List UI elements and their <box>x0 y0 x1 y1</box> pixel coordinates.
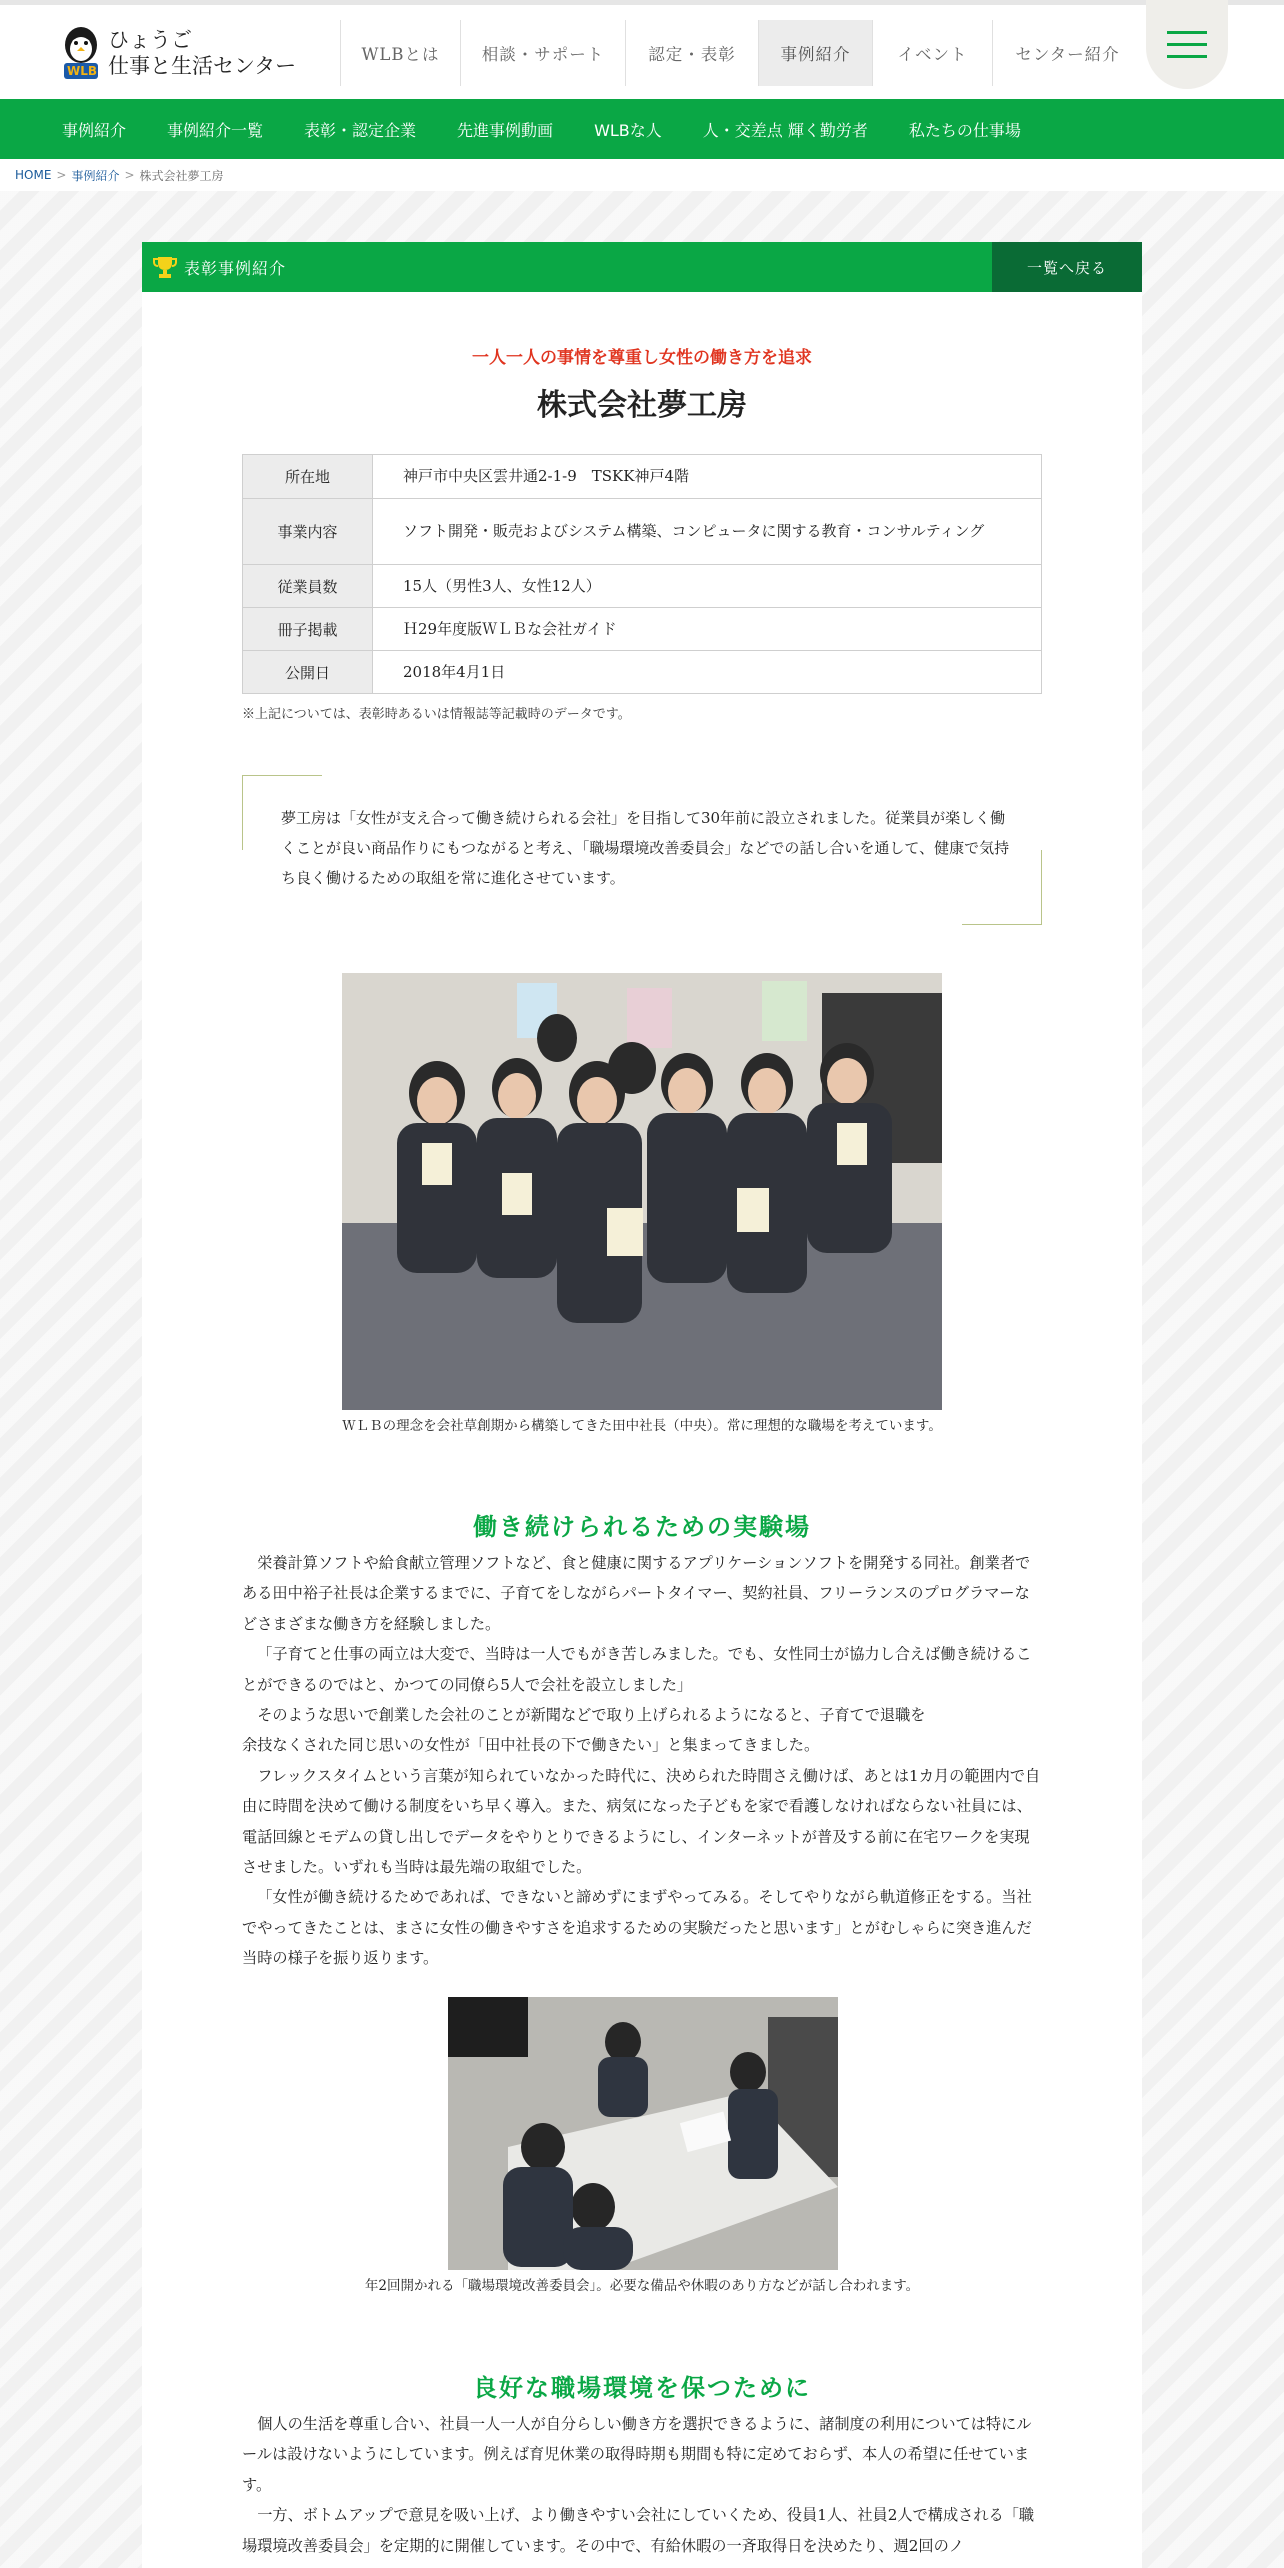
staff-group-photo <box>342 973 942 1410</box>
penguin-logo-icon <box>62 25 100 81</box>
section2-paragraph: 一方、ボトムアップで意見を吸い上げ、より働きやすい会社にしていくため、役員1人、社員2人で構成される「職場環境改善委員会」を定期的に開催しています。その中で、有給休暇の一斉取得日を決めたり、週2回のノ <box>242 2506 1035 2555</box>
logo-title-line2: 仕事と生活センター <box>108 54 297 78</box>
info-booklet: Ｈ29年度版ＷＬＢな会社ガイド <box>373 608 1042 651</box>
gnav-certification[interactable]: 認定・表彰 <box>625 20 758 86</box>
section1-paragraph: 「女性が働き続けるためであれば、できないと諦めずにまずやってみる。そしてやりながら軌道修正をする。当社でやってきたことは、まさに女性の働きやすさを追求するための実験だったと思います」とがむしゃらに突き進んだ当時の様子を振り返ります。 <box>242 1888 1032 1968</box>
section2-paragraph: 個人の生活を尊重し合い、社員一人一人が自分らしい働き方を選択できるように、諸制度の利用については特にルールは設けないようにしています。例えば育児休業の取得時期も期間も特に定めておらず、本人の希望に任せています。 <box>242 2415 1032 2494</box>
section2-title: 良好な職場環境を保つために <box>473 2374 811 2402</box>
table-row <box>243 651 1042 694</box>
section1-title: 働き続けられるための実験場 <box>473 1513 811 1541</box>
gnav-events[interactable]: イベント <box>872 20 992 86</box>
breadcrumb <box>0 159 1284 191</box>
section1-paragraph: 余技なくされた同じ思いの女性が「田中社長の下で働きたい」と集まってきました。 <box>242 1736 820 1755</box>
table-row <box>243 499 1042 565</box>
section2-body <box>242 2409 1042 2561</box>
subnav-videos[interactable]: 先進事例動画 <box>457 120 554 140</box>
site-logo[interactable] <box>62 25 296 81</box>
panel-header <box>142 242 1142 292</box>
info-published: 2018年4月1日 <box>373 651 1042 694</box>
site-header <box>0 5 1284 99</box>
subnav-awarded[interactable]: 表彰・認定企業 <box>304 120 417 140</box>
gnav-cases[interactable]: 事例紹介 <box>758 20 872 86</box>
case-panel <box>142 242 1142 2568</box>
info-employees: 15人（男性3人、女性12人） <box>373 565 1042 608</box>
logo-badge-text: WLB <box>67 64 98 78</box>
section1-paragraph: フレックスタイムという言葉が知られていなかった時代に、決められた時間さえ働けば、あとは1カ月の範囲内で自由に時間を決めて働ける制度をいち早く導入。また、病気になった子どもを家で看護しなければならない社員には、電話回線とモデムの貸し出しでデータをやりとりできるようにし、インターネットが普及する前に在宅ワークを実現させました。いずれも当時は最先端の取組でした。 <box>242 1766 1041 1877</box>
info-label-booklet: 冊子掲載 <box>243 608 373 651</box>
info-label-employees: 従業員数 <box>243 565 373 608</box>
photo2-caption: 年2回開かれる「職場環境改善委員会」。必要な備品や休暇のあり方などが話し合われます。 <box>364 2278 920 2294</box>
breadcrumb-separator: > <box>124 168 135 182</box>
trophy-icon <box>152 254 178 280</box>
gnav-about[interactable]: センター紹介 <box>992 20 1142 86</box>
logo-title-line1: ひょうご <box>108 27 192 52</box>
lead-box <box>242 775 1042 925</box>
company-name: 株式会社夢工房 <box>537 388 747 423</box>
back-to-list-button[interactable]: 一覧へ戻る <box>992 242 1142 292</box>
gnav-wlb[interactable]: WLBとは <box>340 20 460 86</box>
panel-title: 表彰事例紹介 <box>184 258 287 278</box>
info-label-business: 事業内容 <box>243 499 373 565</box>
gnav-support[interactable]: 相談・サポート <box>460 20 625 86</box>
data-note: ※上記については、表彰時あるいは情報誌等記載時のデータです。 <box>242 707 631 722</box>
breadcrumb-current: 株式会社夢工房 <box>139 168 224 183</box>
breadcrumb-home[interactable]: HOME <box>15 168 52 182</box>
table-row <box>243 565 1042 608</box>
info-label-published: 公開日 <box>243 651 373 694</box>
catch-copy: 一人一人の事情を尊重し女性の働き方を追求 <box>472 348 812 368</box>
section1-paragraph: 「子育てと仕事の両立は大変で、当時は一人でもがき苦しみました。でも、女性同士が協力し合えば働き続けることができるのではと、かつての同僚ら5人で会社を設立しました」 <box>242 1645 1032 1694</box>
subnav-workers[interactable]: 人・交差点 輝く勤労者 <box>702 120 868 140</box>
subnav-workplaces[interactable]: 私たちの仕事場 <box>908 120 1021 140</box>
info-label-address: 所在地 <box>243 455 373 499</box>
breadcrumb-separator: > <box>56 168 67 182</box>
subnav-wlb-people[interactable]: WLBな人 <box>594 120 662 140</box>
info-business: ソフト開発・販売およびシステム構築、コンピュータに関する教育・コンサルティング <box>373 499 1042 565</box>
hamburger-menu-icon[interactable] <box>1146 0 1228 89</box>
global-nav <box>340 20 1142 86</box>
info-address: 神戸市中央区雲井通2-1-9 TSKK神戸4階 <box>373 455 1042 499</box>
company-info-table <box>242 454 1042 694</box>
breadcrumb-category[interactable]: 事例紹介 <box>71 168 120 183</box>
section1-paragraph: そのような思いで創業した会社のことが新聞などで取り上げられるようになると、子育てで退職を <box>257 1706 926 1725</box>
sub-nav <box>0 99 1284 159</box>
table-row <box>243 608 1042 651</box>
section1-paragraph: 栄養計算ソフトや給食献立管理ソフトなど、食と健康に関するアプリケーションソフトを開発する同社。創業者である田中裕子社長は企業するまでに、子育てをしながらパートタイマー、契約社員、フリーランスのプログラマーなどさまざまな働き方を経験しました。 <box>242 1554 1031 1633</box>
table-row <box>243 455 1042 499</box>
section1-body <box>242 1548 1042 1974</box>
meeting-photo <box>448 1997 838 2270</box>
lead-text: 夢工房は「女性が支え合って働き続けられる会社」を目指して30年前に設立されました。従業員が楽しく働くことが良い商品作りにもつながると考え、「職場環境改善委員会」などでの話し合いを通して、健康で気持ち良く働けるための取組を常に進化させています。 <box>281 809 1010 887</box>
subnav-case-list[interactable]: 事例紹介一覧 <box>167 120 264 140</box>
subnav-cases[interactable]: 事例紹介 <box>62 120 127 140</box>
photo1-caption: ＷＬＢの理念を会社草創期から構築してきた田中社長（中央）。常に理想的な職場を考えています。 <box>342 1418 942 1434</box>
